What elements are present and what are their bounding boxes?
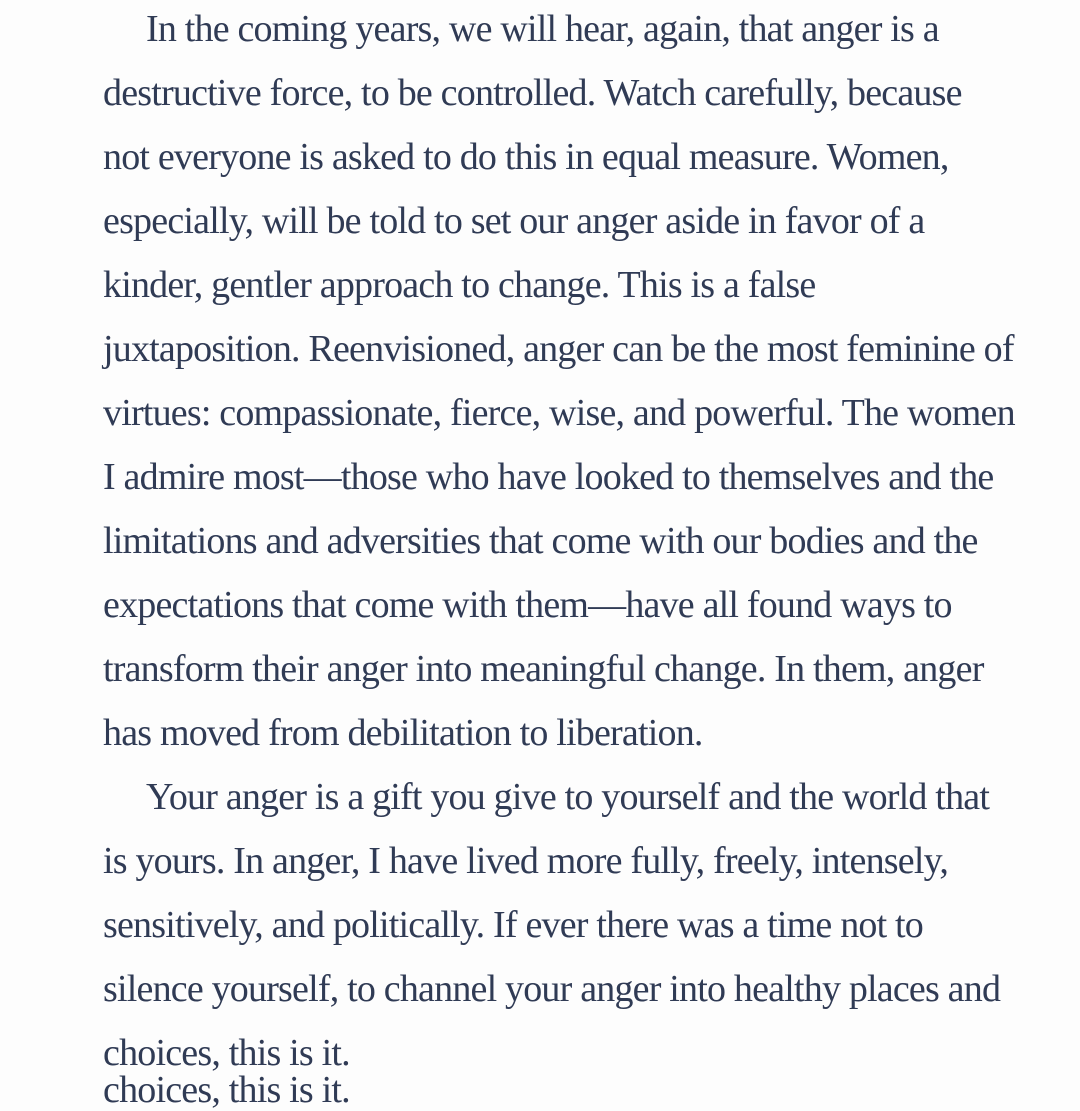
- text-line: is yours. In anger, I have lived more fully, freely, intensely,: [103, 840, 949, 882]
- text-line: choices, this is it.: [103, 1032, 350, 1074]
- book-text-column: [103, 0, 1063, 1085]
- text-line: Your anger is a gift you give to yourself and the world that: [146, 776, 990, 818]
- text-line: juxtaposition. Reenvisioned, anger can be the most feminine of: [103, 328, 1014, 370]
- text-line: virtues: compassionate, fierce, wise, and powerful. The women: [103, 392, 1015, 434]
- text-line: especially, will be told to set our anger aside in favor of a: [103, 200, 925, 242]
- paragraph: [103, 0, 1063, 765]
- text-line: In the coming years, we will hear, again, that anger is a: [146, 8, 939, 50]
- text-line: expectations that come with them—have all found ways to: [103, 584, 952, 626]
- text-line: silence yourself, to channel your anger into healthy places and: [103, 968, 1001, 1010]
- text-line: kinder, gentler approach to change. This is a false: [103, 264, 816, 306]
- paragraph: [103, 765, 1063, 1085]
- text-line: I admire most—those who have looked to themselves and the: [103, 456, 994, 498]
- text-line: sensitively, and politically. If ever there was a time not to: [103, 904, 924, 946]
- cutoff-next-line: choices, this is it.: [103, 1069, 350, 1111]
- text-line: transform their anger into meaningful change. In them, anger: [103, 648, 984, 690]
- text-line: limitations and adversities that come with our bodies and the: [103, 520, 978, 562]
- text-line: not everyone is asked to do this in equal measure. Women,: [103, 136, 949, 178]
- text-line: destructive force, to be controlled. Watch carefully, because: [103, 72, 962, 114]
- text-line: has moved from debilitation to liberation.: [103, 712, 703, 754]
